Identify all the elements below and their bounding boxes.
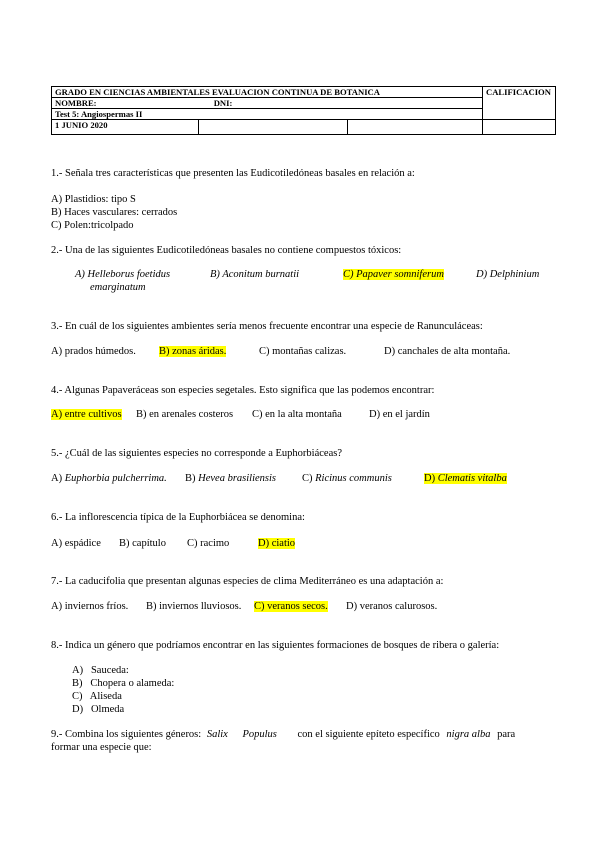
option-2d[interactable]: D) Delphinium [476,269,540,280]
option-2c[interactable]: C) Papaver somniferum [343,269,444,280]
score-box [483,120,556,135]
option-4a[interactable]: A) entre cultivos [51,409,122,420]
option-6a[interactable]: A) espádice [51,538,101,549]
option-7a[interactable]: A) inviernos fríos. [51,601,129,612]
answer-8c: C) Aliseda [72,691,122,702]
answer-8d: D) Olmeda [72,704,125,715]
option-3d[interactable]: D) canchales de alta montaña. [384,346,511,357]
question-7: 7.- La caducifolia que presentan algunas especies de clima Mediterráneo es una adaptación a: [51,576,444,587]
option-2a[interactable]: A) Helleborus foetidus [75,269,171,280]
option-3a[interactable]: A) prados húmedos. [51,346,136,357]
header-title: GRADO EN CIENCIAS AMBIENTALES EVALUACION CONTINUA DE BOTANICA [52,87,483,98]
question-2: 2.- Una de las siguientes Eudicotiledóneas basales no contiene compuestos tóxicos: [51,245,402,256]
option-4d[interactable]: D) en el jardín [369,409,430,420]
option-3b[interactable]: B) zonas áridas. [159,346,227,357]
option-3c[interactable]: C) montañas calizas. [259,346,347,357]
date-cell: 1 JUNIO 2020 [52,120,199,135]
option-4c[interactable]: C) en la alta montaña [252,409,342,420]
option-5a[interactable]: A) Euphorbia pulcherrima. [51,473,167,484]
score-label: CALIFICACION [483,87,556,120]
option-6d[interactable]: D) ciatio [258,538,296,549]
option-5b[interactable]: B) Hevea brasiliensis [185,473,276,484]
test-label: Test 5: Angiospermas II [52,109,483,120]
answer-1c: C) Polen:tricolpado [51,220,134,231]
option-6c[interactable]: C) racimo [187,538,230,549]
question-6: 6.- La inflorescencia típica de la Euphorbiácea se denomina: [51,512,305,523]
option-5c[interactable]: C) Ricinus communis [302,473,392,484]
question-3: 3.- En cuál de los siguientes ambientes sería menos frecuente encontrar una especie de Ranunculáceas: [51,321,483,332]
header-table [51,86,556,135]
option-2d-cont: emarginatum [90,282,146,293]
answer-8a: A) Sauceda: [72,665,129,676]
option-6b[interactable]: B) capítulo [119,538,166,549]
option-2b[interactable]: B) Aconitum burnatii [210,269,300,280]
question-1: 1.- Señala tres características que presenten las Eudicotiledóneas basales en relación a: [51,168,415,179]
answer-1a: A) Plastidios: tipo S [51,194,136,205]
question-9: 9.- Combina los siguientes géneros: Salix Populus con el siguiente epíteto específico nigra alba para [51,729,516,740]
dni-label: DNI: [213,98,233,108]
question-5: 5.- ¿Cuál de las siguientes especies no corresponde a Euphorbiáceas? [51,448,342,459]
question-9-cont: formar una especie que: [51,742,152,753]
blank-cell [198,120,482,135]
answer-8b: B) Chopera o alameda: [72,678,175,689]
option-7c[interactable]: C) veranos secos. [254,601,328,612]
option-7b[interactable]: B) inviernos lluviosos. [146,601,242,612]
name-row [52,98,483,109]
question-8: 8.- Indica un género que podríamos encontrar en las siguientes formaciones de bosques de ribera o galería: [51,640,500,651]
name-label: NOMBRE: [55,98,97,108]
option-7d[interactable]: D) veranos calurosos. [346,601,438,612]
question-4: 4.- Algunas Papaveráceas son especies segetales. Esto significa que las podemos encontrar: [51,385,435,396]
option-4b[interactable]: B) en arenales costeros [136,409,234,420]
answer-1b: B) Haces vasculares: cerrados [51,207,178,218]
option-5d[interactable]: D) Clematis vitalba [424,473,507,484]
